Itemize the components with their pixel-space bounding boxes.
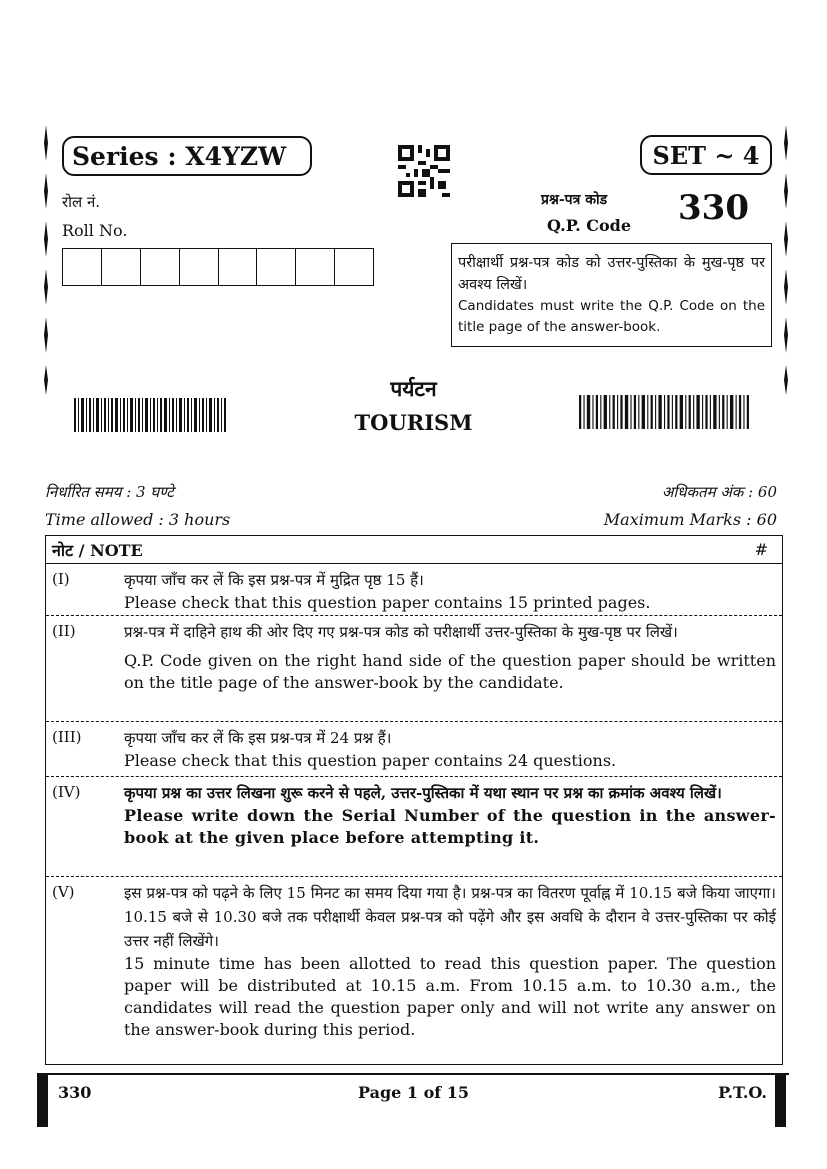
note-text-hi: कृपया प्रश्न का उत्तर लिखना शुरू करने से पहले, उत्तर-पुस्तिका में यथा स्थान पर प्रश्न का क्रमांक अवश्य लिखें। bbox=[124, 784, 722, 802]
note-number: (II) bbox=[52, 622, 76, 640]
footer-qp-code: 330 bbox=[58, 1083, 92, 1102]
notes-table bbox=[45, 535, 783, 1065]
roll-number-label-hi: रोल नं. bbox=[62, 193, 101, 211]
time-allowed-en: Time allowed : 3 hours bbox=[45, 510, 231, 529]
note-text-en: Q.P. Code given on the right hand side of the question paper should be written on the title page of the answer-book by the candidate. bbox=[124, 651, 776, 692]
set-label: SET ~ 4 bbox=[640, 135, 772, 175]
candidate-instruction-en: Candidates must write the Q.P. Code on the title page of the answer-book. bbox=[458, 298, 765, 335]
qp-code-label-en: Q.P. Code bbox=[547, 216, 632, 235]
note-number: (III) bbox=[52, 728, 82, 746]
max-marks-hi: अधिकतम अंक : 60 bbox=[661, 483, 777, 501]
note-item bbox=[46, 564, 782, 616]
roll-box[interactable] bbox=[141, 249, 180, 285]
footer-page-number: Page 1 of 15 bbox=[358, 1083, 469, 1102]
note-text-hi: कृपया जाँच कर लें कि इस प्रश्न-पत्र में 24 प्रश्न हैं। bbox=[124, 729, 392, 747]
note-number: (V) bbox=[52, 883, 75, 901]
qp-code-number: 330 bbox=[678, 188, 749, 228]
footer-pto: P.T.O. bbox=[718, 1083, 767, 1102]
note-item bbox=[46, 722, 782, 777]
roll-box[interactable] bbox=[63, 249, 102, 285]
subject-title-en: TOURISM bbox=[354, 410, 473, 435]
roll-box[interactable] bbox=[180, 249, 219, 285]
roll-box[interactable] bbox=[102, 249, 141, 285]
roll-box[interactable] bbox=[219, 249, 258, 285]
roll-box[interactable] bbox=[335, 249, 373, 285]
note-item bbox=[46, 616, 782, 722]
qr-code-icon bbox=[398, 145, 450, 197]
note-item bbox=[46, 877, 782, 1063]
max-marks-en: Maximum Marks : 60 bbox=[603, 510, 777, 529]
candidate-instruction-hi: परीक्षार्थी प्रश्न-पत्र कोड को उत्तर-पुस्तिका के मुख-पृष्ठ पर अवश्य लिखें। bbox=[458, 255, 765, 293]
note-item bbox=[46, 777, 782, 877]
note-text-hi: कृपया जाँच कर लें कि इस प्रश्न-पत्र में मुद्रित पृष्ठ 15 हैं। bbox=[124, 571, 424, 589]
roll-box[interactable] bbox=[257, 249, 296, 285]
note-text-en: Please write down the Serial Number of the question in the answer-book at the given place before attempting it. bbox=[124, 806, 776, 847]
subject-title-hi: पर्यटन bbox=[390, 376, 437, 401]
roll-number-boxes[interactable] bbox=[62, 248, 374, 286]
note-text-en: Please check that this question paper contains 24 questions. bbox=[124, 751, 617, 770]
note-text-en: 15 minute time has been allotted to read this question paper. The question paper will be distributed at 10.15 a.m. From 10.15 a.m. to 10.30 a.m., the candidates will read the question paper only and will not write any answer on the answer-book during this period. bbox=[124, 954, 776, 1039]
time-allowed-hi: निर्धारित समय : 3 घण्टे bbox=[45, 483, 174, 501]
right-margin-marks bbox=[782, 125, 790, 395]
notes-title: नोट / NOTE bbox=[52, 540, 143, 560]
roll-box[interactable] bbox=[296, 249, 335, 285]
footer-rule bbox=[37, 1073, 789, 1075]
note-number: (IV) bbox=[52, 783, 81, 801]
note-text-en: Please check that this question paper contains 15 printed pages. bbox=[124, 593, 651, 612]
left-margin-marks bbox=[42, 125, 50, 395]
series-label: Series : X4YZW bbox=[62, 136, 312, 176]
roll-number-label-en: Roll No. bbox=[62, 221, 128, 240]
qp-code-label-hi: प्रश्न-पत्र कोड bbox=[541, 192, 608, 208]
note-text-hi: प्रश्न-पत्र में दाहिने हाथ की ओर दिए गए प्रश्न-पत्र कोड को परीक्षार्थी उत्तर-पुस्तिका के मुख-पृष्ठ पर लिखें। bbox=[124, 623, 678, 641]
notes-hash: # bbox=[754, 540, 768, 559]
note-number: (I) bbox=[52, 570, 70, 588]
candidate-instruction-box bbox=[451, 243, 772, 347]
note-text-hi: इस प्रश्न-पत्र को पढ़ने के लिए 15 मिनट का समय दिया गया है। प्रश्न-पत्र का वितरण पूर्वाह्न में 10.15 बजे किया जाएगा। 10.15 बजे से 10.30 बजे तक परीक्षार्थी केवल प्रश्न-पत्र को पढ़ेंगे और इस अवधि के दौरान वे उत्तर-पुस्तिका पर कोई उत्तर नहीं लिखेंगे। bbox=[124, 884, 776, 950]
notes-header bbox=[46, 536, 782, 564]
